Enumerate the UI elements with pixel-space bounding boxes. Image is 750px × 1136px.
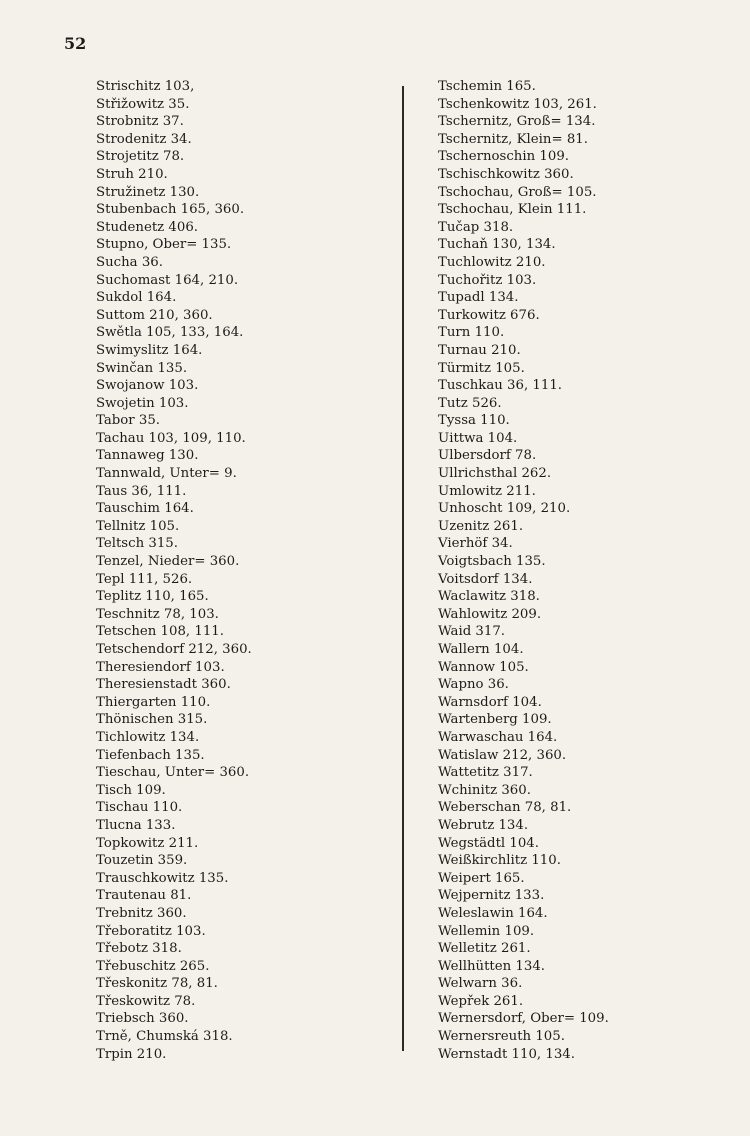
index-entry: Tetschen 108, 111. bbox=[96, 624, 224, 640]
index-entry: Ullrichsthal 262. bbox=[438, 466, 552, 482]
index-entry: Stubenbach 165, 360. bbox=[96, 202, 245, 218]
index-entry: Tuchaň 130, 134. bbox=[438, 237, 556, 253]
index-entry: Suttom 210, 360. bbox=[96, 307, 213, 323]
index-entry: Turn 110. bbox=[438, 325, 505, 341]
index-entry: Wernersreuth 105. bbox=[438, 1029, 565, 1045]
index-entry: Třeskonitz 78, 81. bbox=[96, 976, 218, 992]
index-entry: Stupno, Ober= 135. bbox=[96, 237, 232, 253]
index-entry: Wannow 105. bbox=[438, 659, 529, 675]
index-entry: Wattetitz 317. bbox=[438, 765, 533, 781]
index-entry: Teltsch 315. bbox=[96, 536, 178, 552]
index-entry: Teplitz 110, 165. bbox=[96, 589, 209, 605]
index-entry: Thiergarten 110. bbox=[96, 694, 211, 710]
index-entry: Tschernitz, Klein= 81. bbox=[438, 131, 588, 147]
index-entry: Wejpernitz 133. bbox=[438, 888, 545, 904]
index-entry: Tabor 35. bbox=[96, 413, 161, 429]
index-entry: Tuchlowitz 210. bbox=[438, 254, 546, 270]
index-entry: Třeskowitz 78. bbox=[96, 993, 196, 1009]
index-entry: Tschochau, Groß= 105. bbox=[438, 184, 597, 200]
index-entry: Tiefenbach 135. bbox=[96, 747, 205, 763]
index-entry: Tauschim 164. bbox=[96, 501, 194, 517]
index-entry: Warnsdorf 104. bbox=[438, 694, 542, 710]
index-entry: Vierhöf 34. bbox=[438, 536, 513, 552]
index-entry: Tenzel, Nieder= 360. bbox=[96, 554, 240, 570]
index-entry: Strojetitz 78. bbox=[96, 149, 185, 165]
index-entry: Webrutz 134. bbox=[438, 817, 529, 833]
index-entry: Tuchořitz 103. bbox=[438, 272, 537, 288]
index-entry: Wahlowitz 209. bbox=[438, 606, 542, 622]
index-entry: Welletitz 261. bbox=[438, 941, 531, 957]
index-entry: Weipert 165. bbox=[438, 870, 525, 886]
index-entry: Wellemin 109. bbox=[438, 923, 535, 939]
index-entry: Trautenau 81. bbox=[96, 888, 192, 904]
index-entry: Waid 317. bbox=[438, 624, 506, 640]
index-entry: Wegstädtl 104. bbox=[438, 835, 539, 851]
index-entry: Uzenitz 261. bbox=[438, 518, 524, 534]
index-entry: Třeboratitz 103. bbox=[96, 923, 206, 939]
index-entry: Tannwald, Unter= 9. bbox=[96, 466, 237, 482]
index-entry: Tannaweg 130. bbox=[96, 448, 199, 464]
index-entry: Welwarn 36. bbox=[438, 976, 523, 992]
index-entry: Weberschan 78, 81. bbox=[438, 800, 572, 816]
index-entry: Střižowitz 35. bbox=[96, 96, 190, 112]
index-entry: Třebotz 318. bbox=[96, 941, 182, 957]
index-entry: Swojanow 103. bbox=[96, 378, 199, 394]
index-entry: Voitsdorf 134. bbox=[438, 571, 533, 587]
index-entry: Weleslawin 164. bbox=[438, 905, 548, 921]
index-entry: Swinčan 135. bbox=[96, 360, 188, 376]
index-entry: Struh 210. bbox=[96, 166, 168, 182]
index-entry: Wernersdorf, Ober= 109. bbox=[438, 1011, 609, 1027]
index-entry: Tučap 318. bbox=[438, 219, 514, 235]
index-entry: Thönischen 315. bbox=[96, 712, 208, 728]
index-entry: Tachau 103, 109, 110. bbox=[96, 430, 246, 446]
index-column-right bbox=[438, 78, 738, 1063]
index-entry: Tschenkowitz 103, 261. bbox=[438, 96, 597, 112]
index-entry: Taus 36, 111. bbox=[96, 483, 187, 499]
index-entry: Sukdol 164. bbox=[96, 290, 177, 306]
index-entry: Ulbersdorf 78. bbox=[438, 448, 537, 464]
index-entry: Touzetin 359. bbox=[96, 853, 188, 869]
index-entry: Uittwa 104. bbox=[438, 430, 518, 446]
index-entry: Wchinitz 360. bbox=[438, 782, 531, 798]
index-entry: Trpin 210. bbox=[96, 1046, 167, 1062]
index-entry: Wellhütten 134. bbox=[438, 958, 546, 974]
index-entry: Tschernitz, Groß= 134. bbox=[438, 114, 596, 130]
index-entry: Turkowitz 676. bbox=[438, 307, 540, 323]
page-number: 52 bbox=[64, 34, 87, 53]
index-entry: Suchomast 164, 210. bbox=[96, 272, 239, 288]
index-entry: Teschnitz 78, 103. bbox=[96, 606, 219, 622]
index-entry: Tichlowitz 134. bbox=[96, 729, 200, 745]
index-entry: Tschochau, Klein 111. bbox=[438, 202, 587, 218]
index-entry: Wapno 36. bbox=[438, 677, 509, 693]
index-entry: Turnau 210. bbox=[438, 342, 521, 358]
index-entry: Tetschendorf 212, 360. bbox=[96, 642, 252, 657]
column-divider bbox=[402, 86, 404, 1051]
index-entry: Theresienstadt 360. bbox=[96, 677, 231, 693]
index-entry: Tschernoschin 109. bbox=[438, 149, 570, 165]
index-entry: Theresiendorf 103. bbox=[96, 659, 225, 675]
index-entry: Tutz 526. bbox=[438, 395, 502, 411]
index-entry: Sucha 36. bbox=[96, 254, 163, 270]
index-entry: Tyssa 110. bbox=[438, 413, 510, 429]
index-entry: Swětla 105, 133, 164. bbox=[96, 325, 244, 341]
index-entry: Wernstadt 110, 134. bbox=[438, 1046, 575, 1062]
index-entry: Wallern 104. bbox=[438, 642, 524, 657]
index-entry: Studenetz 406. bbox=[96, 219, 199, 235]
index-entry: Tisch 109. bbox=[96, 782, 166, 798]
index-entry: Türmitz 105. bbox=[438, 360, 525, 376]
index-entry: Tischau 110. bbox=[96, 800, 183, 816]
index-entry: Tuschkau 36, 111. bbox=[438, 378, 563, 394]
index-entry: Topkowitz 211. bbox=[96, 835, 199, 851]
index-entry: Tieschau, Unter= 360. bbox=[96, 765, 250, 781]
index-entry: Tepl 111, 526. bbox=[96, 571, 193, 587]
index-entry: Unhoscht 109, 210. bbox=[438, 501, 571, 517]
index-column-left bbox=[96, 78, 386, 1063]
index-entry: Tschischkowitz 360. bbox=[438, 166, 574, 182]
index-entry: Voigtsbach 135. bbox=[438, 554, 546, 570]
index-entry: Triebsch 360. bbox=[96, 1011, 189, 1027]
index-entry: Watislaw 212, 360. bbox=[438, 747, 567, 763]
index-entry: Waclawitz 318. bbox=[438, 589, 540, 605]
index-entry: Umlowitz 211. bbox=[438, 483, 536, 499]
index-entry: Trně, Chumská 318. bbox=[96, 1029, 233, 1045]
index-entry: Strodenitz 34. bbox=[96, 131, 192, 147]
index-entry: Swojetin 103. bbox=[96, 395, 189, 411]
index-entry: Trauschkowitz 135. bbox=[96, 870, 229, 886]
index-entry: Strischitz 103, bbox=[96, 79, 195, 94]
index-entry: Tschemin 165. bbox=[438, 79, 536, 94]
index-entry: Trebnitz 360. bbox=[96, 905, 187, 921]
index-entry: Třebuschitz 265. bbox=[96, 958, 210, 974]
index-entry: Strobnitz 37. bbox=[96, 114, 184, 130]
index-entry: Weißkirchlitz 110. bbox=[438, 853, 561, 869]
index-entry: Tupadl 134. bbox=[438, 290, 519, 306]
index-entry: Wartenberg 109. bbox=[438, 712, 552, 728]
index-entry: Tellnitz 105. bbox=[96, 518, 180, 534]
index-entry: Warwaschau 164. bbox=[438, 729, 558, 745]
index-entry: Wepřek 261. bbox=[438, 993, 524, 1009]
index-entry: Swimyslitz 164. bbox=[96, 342, 203, 358]
index-entry: Tlucna 133. bbox=[96, 817, 176, 833]
index-entry: Stružinetz 130. bbox=[96, 184, 200, 200]
